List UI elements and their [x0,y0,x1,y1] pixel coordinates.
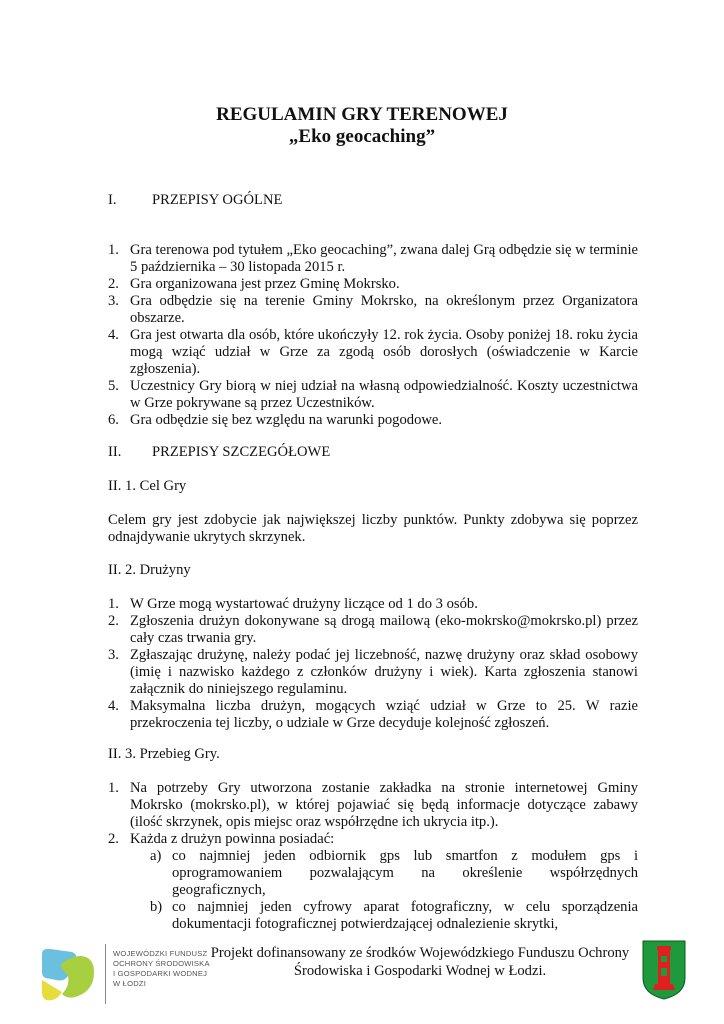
section-number: II. [108,444,122,460]
item-number: 2. [108,276,119,292]
goal-paragraph: Celem gry jest zdobycie jak największej liczby punktów. Punkty zdobywa się poprzez odnajdywanie ukrytych skrzynek. [108,512,638,545]
section-title: PRZEPISY SZCZEGÓŁOWE [152,444,331,460]
list-item [108,412,638,429]
subitem-letter: a) [150,848,162,864]
item-number: 1. [108,242,119,258]
document-subtitle: „Eko geocaching” [288,126,436,147]
logo-text-line: I GOSPODARKI WODNEJ [113,969,208,978]
section-number: I. [108,192,117,208]
list-item [108,596,638,613]
item-number: 4. [108,698,119,714]
list-subitem [150,899,638,933]
list-item [108,831,638,848]
list-item [108,378,638,412]
item-number: 3. [108,293,119,309]
item-text: Zgłoszenia drużyn dokonywane są drogą mailową (eko-mokrsko@mokrsko.pl) przez cały czas trwania gry. [130,613,638,646]
wfosigw-logo-icon [38,946,98,1004]
teams-list [108,596,638,732]
subsection-heading-course: II. 3. Przebieg Gry. [108,746,220,762]
mokrsko-crest-icon [642,940,686,1000]
wfosigw-logo-text [113,949,210,989]
item-number: 3. [108,647,119,663]
item-text: Każda z drużyn powinna posiadać: [130,831,335,847]
item-text: W Grze mogą wystartować drużyny liczące od 1 do 3 osób. [130,596,478,612]
list-item [108,647,638,698]
item-text: Gra terenowa pod tytułem „Eko geocaching”, zwana dalej Grą odbędzie się w terminie 5 października – 30 listopada 2015 r. [130,242,638,275]
funding-line: Środowiska i Gospodarki Wodnej w Łodzi. [293,963,547,979]
course-list [108,780,638,933]
general-rules-list [108,242,638,429]
list-item [108,327,638,378]
item-text: Uczestnicy Gry biorą w niej udział na własną odpowiedzialność. Koszty uczestnictwa w Grze pokrywane są przez Uczestników. [130,378,638,411]
item-text: Zgłaszając drużynę, należy podać jej liczebność, nazwę drużyny oraz skład osobowy (imię i nazwisko każdego z członków drużyny i wiek). Karta zgłoszenia stanowi załącznik do niniejszego regulaminu. [130,647,638,697]
list-item [108,242,638,276]
item-text: Maksymalna liczba drużyn, mogących wziąć udział w Grze to 25. W razie przekroczenia tej liczby, o udziale w Grze decyduje kolejność zgłoszeń. [130,698,638,731]
subitem-letter: b) [150,899,163,915]
list-item [108,293,638,327]
list-item [108,276,638,293]
item-text: Na potrzeby Gry utworzona zostanie zakładka na stronie internetowej Gminy Mokrsko (mokrsko.pl), w której pojawiać się będą informacje dotyczące zabawy (ilość skrzynek, opis miejsc oraz współrzędne ich ukrycia itp.). [130,780,638,830]
item-number: 5. [108,378,119,394]
section-title: PRZEPISY OGÓLNE [152,192,283,208]
subitem-text: co najmniej jeden cyfrowy aparat fotograficzny, w celu sporządzenia dokumentacji fotograficznej potwierdzającej odnalezienie skrytki, [172,899,638,932]
document-title: REGULAMIN GRY TERENOWEJ [216,104,508,125]
item-text: Gra jest otwarta dla osób, które ukończyły 12. rok życia. Osoby poniżej 18. roku życia mogą wziąć udział w Grze za zgodą osób dorosłych (oświadczenie w Karcie zgłoszenia). [130,327,638,377]
item-text: Gra odbędzie się na terenie Gminy Mokrsko, na określonym przez Organizatora obszarze. [130,293,638,326]
list-subitem [150,848,638,899]
item-number: 6. [108,412,119,428]
logo-text-line: OCHRONY ŚRODOWISKA [113,959,210,968]
list-item [108,698,638,732]
subsection-heading-goal: II. 1. Cel Gry [108,478,187,494]
subsection-heading-teams: II. 2. Drużyny [108,562,191,578]
subitem-text: co najmniej jeden odbiornik gps lub smartfon z modułem gps i oprogramowaniem pozwalającym na określenie współrzędnych geograficznych, [172,848,638,898]
item-number: 1. [108,596,119,612]
funding-line: Projekt dofinansowany ze środków Wojewódzkiego Funduszu Ochrony [210,945,630,961]
logo-divider [105,944,106,1004]
list-item [108,780,638,831]
item-number: 1. [108,780,119,796]
list-item [108,613,638,647]
item-number: 2. [108,613,119,629]
item-number: 2. [108,831,119,847]
logo-text-line: WOJEWÓDZKI FUNDUSZ [113,949,208,958]
item-text: Gra odbędzie się bez względu na warunki pogodowe. [130,412,443,428]
item-number: 4. [108,327,119,343]
funding-note [200,944,640,980]
logo-text-line: W ŁODZI [113,979,147,988]
item-text: Gra organizowana jest przez Gminę Mokrsko. [130,276,400,292]
